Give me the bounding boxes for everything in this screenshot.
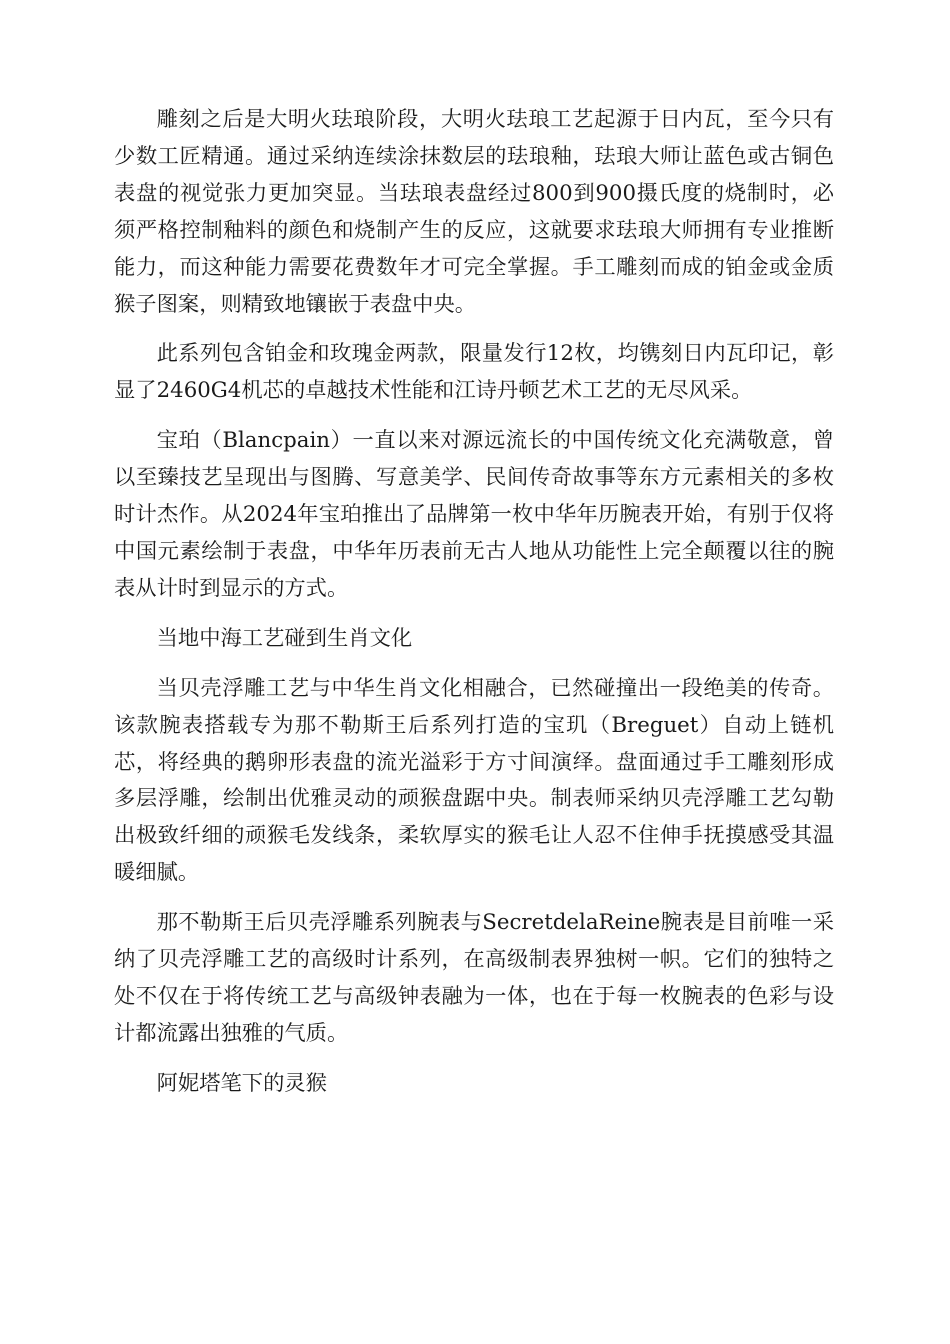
paragraph-shell-cameo: 当贝壳浮雕工艺与中华生肖文化相融合，已然碰撞出一段绝美的传奇。该款腕表搭载专为那不勒斯王后系列打造的宝玑（Breguet）自动上链机芯，将经典的鹅卵形表盘的流光溢彩于方寸间演绎。盘面通过手工雕刻形成多层浮雕，绘制出优雅灵动的顽猴盘踞中央。制表师采纳贝壳浮雕工艺勾勒出极致纤细的顽猴毛发线条，柔软厚实的猴毛让人忍不住伸手抚摸感受其温暖细腻。 <box>114 675 834 886</box>
paragraph-blancpain: 宝珀（Blancpain）一直以来对源远流长的中国传统文化充满敬意，曾以至臻技艺呈现出与图腾、写意美学、民间传奇故事等东方元素相关的多枚时计杰作。从2024年宝珀推出了品牌第一枚中华年历腕表开始，有别于仅将中国元素绘制于表盘，中华年历表前无古人地从功能性上完全颠覆以往的腕表从计时到显示的方式。 <box>114 428 834 601</box>
paragraph-reine-de-naples: 那不勒斯王后贝壳浮雕系列腕表与SecretdelaReine腕表是目前唯一采纳了贝壳浮雕工艺的高级时计系列，在高级制表界独树一帜。它们的独特之处不仅在于将传统工艺与高级钟表融为一体，也在于每一枚腕表的色彩与设计都流露出独雅的气质。 <box>114 910 834 1046</box>
paragraph-limited-edition: 此系列包含铂金和玫瑰金两款，限量发行12枚，均镌刻日内瓦印记，彰显了2460G4机芯的卓越技术性能和江诗丹顿艺术工艺的无尽风采。 <box>114 341 834 404</box>
document-body <box>114 102 834 1116</box>
section-heading-mediterranean: 当地中海工艺碰到生肖文化 <box>156 625 413 651</box>
paragraph-enamel: 雕刻之后是大明火珐琅阶段，大明火珐琅工艺起源于日内瓦，至今只有少数工匠精通。通过采纳连续涂抹数层的珐琅釉，珐琅大师让蓝色或古铜色表盘的视觉张力更加突显。当珐琅表盘经过800到900摄氏度的烧制时，必须严格控制釉料的颜色和烧制产生的反应，这就要求珐琅大师拥有专业推断能力，而这种能力需要花费数年才可完全掌握。手工雕刻而成的铂金或金质猴子图案，则精致地镶嵌于表盘中央。 <box>114 107 834 317</box>
section-heading-anita: 阿妮塔笔下的灵猴 <box>156 1070 327 1096</box>
